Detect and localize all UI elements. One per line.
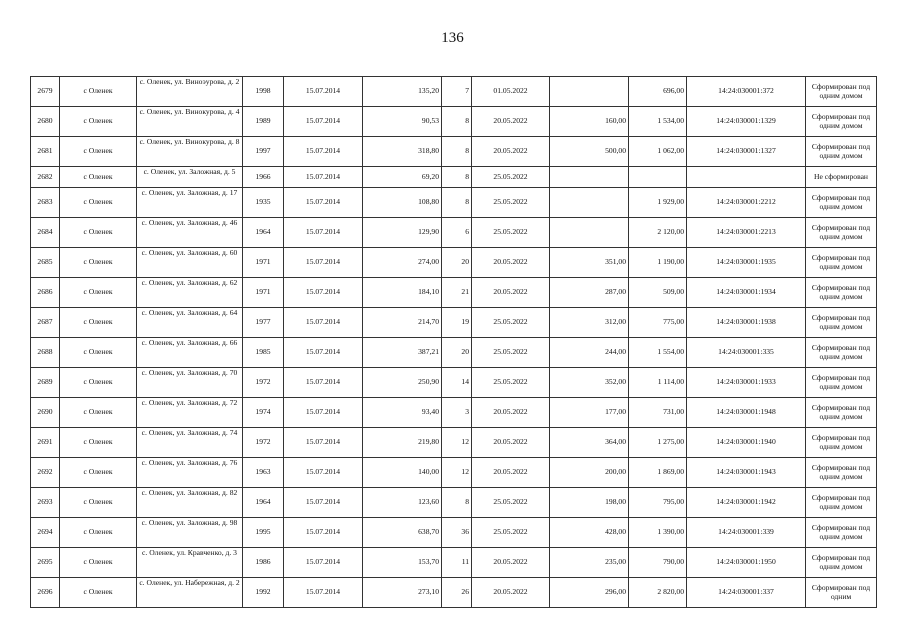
residents-cell: 36: [442, 518, 472, 548]
inspection-date-cell: 25.05.2022: [472, 218, 550, 248]
residents-cell: 8: [442, 107, 472, 137]
amount-cell: 177,00: [550, 398, 629, 428]
status-cell: Сформирован под одним домом: [806, 248, 877, 278]
cadastral-number-cell: 14:24:030001:335: [687, 338, 806, 368]
residents-cell: 7: [442, 77, 472, 107]
address-cell: с. Оленек, ул. Заложная, д. 76: [137, 458, 243, 488]
amount-cell: 428,00: [550, 518, 629, 548]
amount-cell: 287,00: [550, 278, 629, 308]
settlement-cell: с Оленек: [60, 308, 137, 338]
residents-cell: 12: [442, 458, 472, 488]
area-cell: 90,53: [363, 107, 442, 137]
row-number-cell: 2691: [31, 428, 60, 458]
area-cell: 184,10: [363, 278, 442, 308]
year-cell: 1995: [243, 518, 284, 548]
residents-cell: 11: [442, 548, 472, 578]
registration-date-cell: 15.07.2014: [284, 248, 363, 278]
address-cell: с. Оленек, ул. Заложная, д. 60: [137, 248, 243, 278]
area-cell: 135,20: [363, 77, 442, 107]
year-cell: 1966: [243, 167, 284, 188]
year-cell: 1986: [243, 548, 284, 578]
row-number-cell: 2689: [31, 368, 60, 398]
amount-cell: 235,00: [550, 548, 629, 578]
residents-cell: 21: [442, 278, 472, 308]
address-cell: с. Оленек, ул. Заложная, д. 62: [137, 278, 243, 308]
registration-date-cell: 15.07.2014: [284, 428, 363, 458]
row-number-cell: 2686: [31, 278, 60, 308]
residents-cell: 12: [442, 428, 472, 458]
amount-total-cell: 775,00: [629, 308, 687, 338]
year-cell: 1992: [243, 578, 284, 608]
residents-cell: 8: [442, 488, 472, 518]
year-cell: 1964: [243, 488, 284, 518]
cadastral-number-cell: 14:24:030001:1948: [687, 398, 806, 428]
row-number-cell: 2681: [31, 137, 60, 167]
registration-date-cell: 15.07.2014: [284, 338, 363, 368]
table-row: [31, 488, 877, 518]
settlement-cell: с Оленек: [60, 578, 137, 608]
inspection-date-cell: 25.05.2022: [472, 338, 550, 368]
area-cell: 219,80: [363, 428, 442, 458]
cadastral-number-cell: 14:24:030001:2213: [687, 218, 806, 248]
table-row: [31, 548, 877, 578]
inspection-date-cell: 20.05.2022: [472, 578, 550, 608]
inspection-date-cell: 20.05.2022: [472, 458, 550, 488]
year-cell: 1964: [243, 218, 284, 248]
residents-cell: 26: [442, 578, 472, 608]
inspection-date-cell: 25.05.2022: [472, 167, 550, 188]
row-number-cell: 2679: [31, 77, 60, 107]
year-cell: 1998: [243, 77, 284, 107]
registration-date-cell: 15.07.2014: [284, 218, 363, 248]
row-number-cell: 2683: [31, 188, 60, 218]
area-cell: 108,80: [363, 188, 442, 218]
area-cell: 140,00: [363, 458, 442, 488]
year-cell: 1971: [243, 278, 284, 308]
amount-cell: 296,00: [550, 578, 629, 608]
year-cell: 1972: [243, 428, 284, 458]
registry-table: [30, 76, 877, 608]
amount-total-cell: 1 062,00: [629, 137, 687, 167]
address-cell: с. Оленек, ул. Заложная, д. 46: [137, 218, 243, 248]
row-number-cell: 2695: [31, 548, 60, 578]
area-cell: 387,21: [363, 338, 442, 368]
table-row: [31, 578, 877, 608]
table-row: [31, 137, 877, 167]
residents-cell: 8: [442, 188, 472, 218]
amount-cell: 352,00: [550, 368, 629, 398]
area-cell: 318,80: [363, 137, 442, 167]
amount-cell: [550, 188, 629, 218]
amount-total-cell: 1 114,00: [629, 368, 687, 398]
status-cell: Сформирован под одним домом: [806, 137, 877, 167]
amount-cell: 351,00: [550, 248, 629, 278]
settlement-cell: с Оленек: [60, 398, 137, 428]
row-number-cell: 2692: [31, 458, 60, 488]
registration-date-cell: 15.07.2014: [284, 368, 363, 398]
inspection-date-cell: 20.05.2022: [472, 278, 550, 308]
table-row: [31, 188, 877, 218]
address-cell: с. Оленек, ул. Заложная, д. 64: [137, 308, 243, 338]
cadastral-number-cell: 14:24:030001:1933: [687, 368, 806, 398]
amount-total-cell: 1 275,00: [629, 428, 687, 458]
row-number-cell: 2693: [31, 488, 60, 518]
amount-total-cell: 1 869,00: [629, 458, 687, 488]
residents-cell: 8: [442, 137, 472, 167]
registration-date-cell: 15.07.2014: [284, 458, 363, 488]
status-cell: Сформирован под одним домом: [806, 218, 877, 248]
amount-cell: 500,00: [550, 137, 629, 167]
amount-total-cell: 1 190,00: [629, 248, 687, 278]
settlement-cell: с Оленек: [60, 548, 137, 578]
row-number-cell: 2684: [31, 218, 60, 248]
row-number-cell: 2694: [31, 518, 60, 548]
cadastral-number-cell: [687, 167, 806, 188]
year-cell: 1985: [243, 338, 284, 368]
registration-date-cell: 15.07.2014: [284, 308, 363, 338]
settlement-cell: с Оленек: [60, 338, 137, 368]
amount-total-cell: 1 534,00: [629, 107, 687, 137]
address-cell: с. Оленек, ул. Заложная, д. 17: [137, 188, 243, 218]
registration-date-cell: 15.07.2014: [284, 578, 363, 608]
address-cell: с. Оленек, ул. Заложная, д. 72: [137, 398, 243, 428]
inspection-date-cell: 20.05.2022: [472, 428, 550, 458]
amount-cell: 198,00: [550, 488, 629, 518]
inspection-date-cell: 01.05.2022: [472, 77, 550, 107]
address-cell: с. Оленек, ул. Кравченко, д. 3: [137, 548, 243, 578]
settlement-cell: с Оленек: [60, 428, 137, 458]
address-cell: с. Оленек, ул. Заложная, д. 82: [137, 488, 243, 518]
settlement-cell: с Оленек: [60, 137, 137, 167]
residents-cell: 20: [442, 338, 472, 368]
registration-date-cell: 15.07.2014: [284, 188, 363, 218]
residents-cell: 14: [442, 368, 472, 398]
area-cell: 214,70: [363, 308, 442, 338]
registration-date-cell: 15.07.2014: [284, 77, 363, 107]
table-row: [31, 338, 877, 368]
cadastral-number-cell: 14:24:030001:337: [687, 578, 806, 608]
status-cell: Сформирован под одним домом: [806, 518, 877, 548]
status-cell: Сформирован под одним домом: [806, 488, 877, 518]
row-number-cell: 2682: [31, 167, 60, 188]
cadastral-number-cell: 14:24:030001:1940: [687, 428, 806, 458]
settlement-cell: с Оленек: [60, 278, 137, 308]
amount-cell: 160,00: [550, 107, 629, 137]
year-cell: 1977: [243, 308, 284, 338]
residents-cell: 3: [442, 398, 472, 428]
status-cell: Сформирован под одним: [806, 578, 877, 608]
row-number-cell: 2690: [31, 398, 60, 428]
amount-total-cell: 1 929,00: [629, 188, 687, 218]
address-cell: с. Оленек, ул. Заложная, д. 98: [137, 518, 243, 548]
inspection-date-cell: 25.05.2022: [472, 518, 550, 548]
cadastral-number-cell: 14:24:030001:1943: [687, 458, 806, 488]
amount-total-cell: 2 120,00: [629, 218, 687, 248]
amount-total-cell: 509,00: [629, 278, 687, 308]
registration-date-cell: 15.07.2014: [284, 398, 363, 428]
registration-date-cell: 15.07.2014: [284, 107, 363, 137]
settlement-cell: с Оленек: [60, 218, 137, 248]
inspection-date-cell: 25.05.2022: [472, 368, 550, 398]
amount-cell: 312,00: [550, 308, 629, 338]
area-cell: 638,70: [363, 518, 442, 548]
registration-date-cell: 15.07.2014: [284, 137, 363, 167]
status-cell: Сформирован под одним домом: [806, 548, 877, 578]
amount-cell: [550, 77, 629, 107]
status-cell: Не сформирован: [806, 167, 877, 188]
status-cell: Сформирован под одним домом: [806, 77, 877, 107]
amount-cell: 244,00: [550, 338, 629, 368]
cadastral-number-cell: 14:24:030001:339: [687, 518, 806, 548]
address-cell: с. Оленек, ул. Заложная, д. 70: [137, 368, 243, 398]
page-number: 136: [441, 30, 464, 46]
table-row: [31, 77, 877, 107]
area-cell: 123,60: [363, 488, 442, 518]
amount-total-cell: 790,00: [629, 548, 687, 578]
amount-total-cell: 2 820,00: [629, 578, 687, 608]
row-number-cell: 2680: [31, 107, 60, 137]
table-row: [31, 458, 877, 488]
status-cell: Сформирован под одним домом: [806, 458, 877, 488]
residents-cell: 8: [442, 167, 472, 188]
address-cell: с. Оленек, ул. Винокурова, д. 4: [137, 107, 243, 137]
year-cell: 1972: [243, 368, 284, 398]
area-cell: 274,00: [363, 248, 442, 278]
registration-date-cell: 15.07.2014: [284, 548, 363, 578]
area-cell: 69,20: [363, 167, 442, 188]
row-number-cell: 2685: [31, 248, 60, 278]
settlement-cell: с Оленек: [60, 518, 137, 548]
year-cell: 1971: [243, 248, 284, 278]
table-row: [31, 368, 877, 398]
status-cell: Сформирован под одним домом: [806, 398, 877, 428]
area-cell: 273,10: [363, 578, 442, 608]
year-cell: 1974: [243, 398, 284, 428]
area-cell: 129,90: [363, 218, 442, 248]
address-cell: с. Оленек, ул. Заложная, д. 66: [137, 338, 243, 368]
registry-rows: [31, 77, 877, 608]
cadastral-number-cell: 14:24:030001:1935: [687, 248, 806, 278]
amount-total-cell: 1 554,00: [629, 338, 687, 368]
inspection-date-cell: 20.05.2022: [472, 248, 550, 278]
cadastral-number-cell: 14:24:030001:1934: [687, 278, 806, 308]
inspection-date-cell: 25.05.2022: [472, 488, 550, 518]
residents-cell: 19: [442, 308, 472, 338]
address-cell: с. Оленек, ул. Заложная, д. 74: [137, 428, 243, 458]
table-row: [31, 218, 877, 248]
inspection-date-cell: 25.05.2022: [472, 308, 550, 338]
area-cell: 250,90: [363, 368, 442, 398]
table-row: [31, 278, 877, 308]
year-cell: 1963: [243, 458, 284, 488]
cadastral-number-cell: 14:24:030001:372: [687, 77, 806, 107]
amount-total-cell: [629, 167, 687, 188]
table-row: [31, 308, 877, 338]
cadastral-number-cell: 14:24:030001:1942: [687, 488, 806, 518]
address-cell: с. Оленек, ул. Винокурова, д. 8: [137, 137, 243, 167]
settlement-cell: с Оленек: [60, 458, 137, 488]
row-number-cell: 2696: [31, 578, 60, 608]
settlement-cell: с Оленек: [60, 107, 137, 137]
status-cell: Сформирован под одним домом: [806, 107, 877, 137]
settlement-cell: с Оленек: [60, 488, 137, 518]
status-cell: Сформирован под одним домом: [806, 368, 877, 398]
settlement-cell: с Оленек: [60, 248, 137, 278]
status-cell: Сформирован под одним домом: [806, 278, 877, 308]
amount-cell: [550, 167, 629, 188]
settlement-cell: с Оленек: [60, 368, 137, 398]
registration-date-cell: 15.07.2014: [284, 488, 363, 518]
inspection-date-cell: 20.05.2022: [472, 548, 550, 578]
table-row: [31, 167, 877, 188]
amount-cell: [550, 218, 629, 248]
amount-total-cell: 1 390,00: [629, 518, 687, 548]
table-row: [31, 428, 877, 458]
cadastral-number-cell: 14:24:030001:2212: [687, 188, 806, 218]
status-cell: Сформирован под одним домом: [806, 428, 877, 458]
settlement-cell: с Оленек: [60, 77, 137, 107]
row-number-cell: 2687: [31, 308, 60, 338]
year-cell: 1935: [243, 188, 284, 218]
table-row: [31, 248, 877, 278]
address-cell: с. Оленек, ул. Набережная, д. 2: [137, 578, 243, 608]
registration-date-cell: 15.07.2014: [284, 278, 363, 308]
amount-total-cell: 731,00: [629, 398, 687, 428]
amount-total-cell: 696,00: [629, 77, 687, 107]
inspection-date-cell: 20.05.2022: [472, 398, 550, 428]
settlement-cell: с Оленек: [60, 188, 137, 218]
residents-cell: 6: [442, 218, 472, 248]
cadastral-number-cell: 14:24:030001:1327: [687, 137, 806, 167]
residents-cell: 20: [442, 248, 472, 278]
amount-cell: 364,00: [550, 428, 629, 458]
inspection-date-cell: 20.05.2022: [472, 107, 550, 137]
settlement-cell: с Оленек: [60, 167, 137, 188]
registration-date-cell: 15.07.2014: [284, 518, 363, 548]
status-cell: Сформирован под одним домом: [806, 338, 877, 368]
table-row: [31, 107, 877, 137]
registration-date-cell: 15.07.2014: [284, 167, 363, 188]
cadastral-number-cell: 14:24:030001:1938: [687, 308, 806, 338]
area-cell: 153,70: [363, 548, 442, 578]
address-cell: с. Оленек, ул. Виноэурова, д. 2: [137, 77, 243, 107]
address-cell: с. Оленек, ул. Заложная, д. 5: [137, 167, 243, 188]
status-cell: Сформирован под одним домом: [806, 308, 877, 338]
year-cell: 1997: [243, 137, 284, 167]
inspection-date-cell: 20.05.2022: [472, 137, 550, 167]
status-cell: Сформирован под одним домом: [806, 188, 877, 218]
inspection-date-cell: 25.05.2022: [472, 188, 550, 218]
area-cell: 93,40: [363, 398, 442, 428]
table-row: [31, 398, 877, 428]
year-cell: 1989: [243, 107, 284, 137]
cadastral-number-cell: 14:24:030001:1950: [687, 548, 806, 578]
amount-cell: 200,00: [550, 458, 629, 488]
amount-total-cell: 795,00: [629, 488, 687, 518]
cadastral-number-cell: 14:24:030001:1329: [687, 107, 806, 137]
table-row: [31, 518, 877, 548]
row-number-cell: 2688: [31, 338, 60, 368]
